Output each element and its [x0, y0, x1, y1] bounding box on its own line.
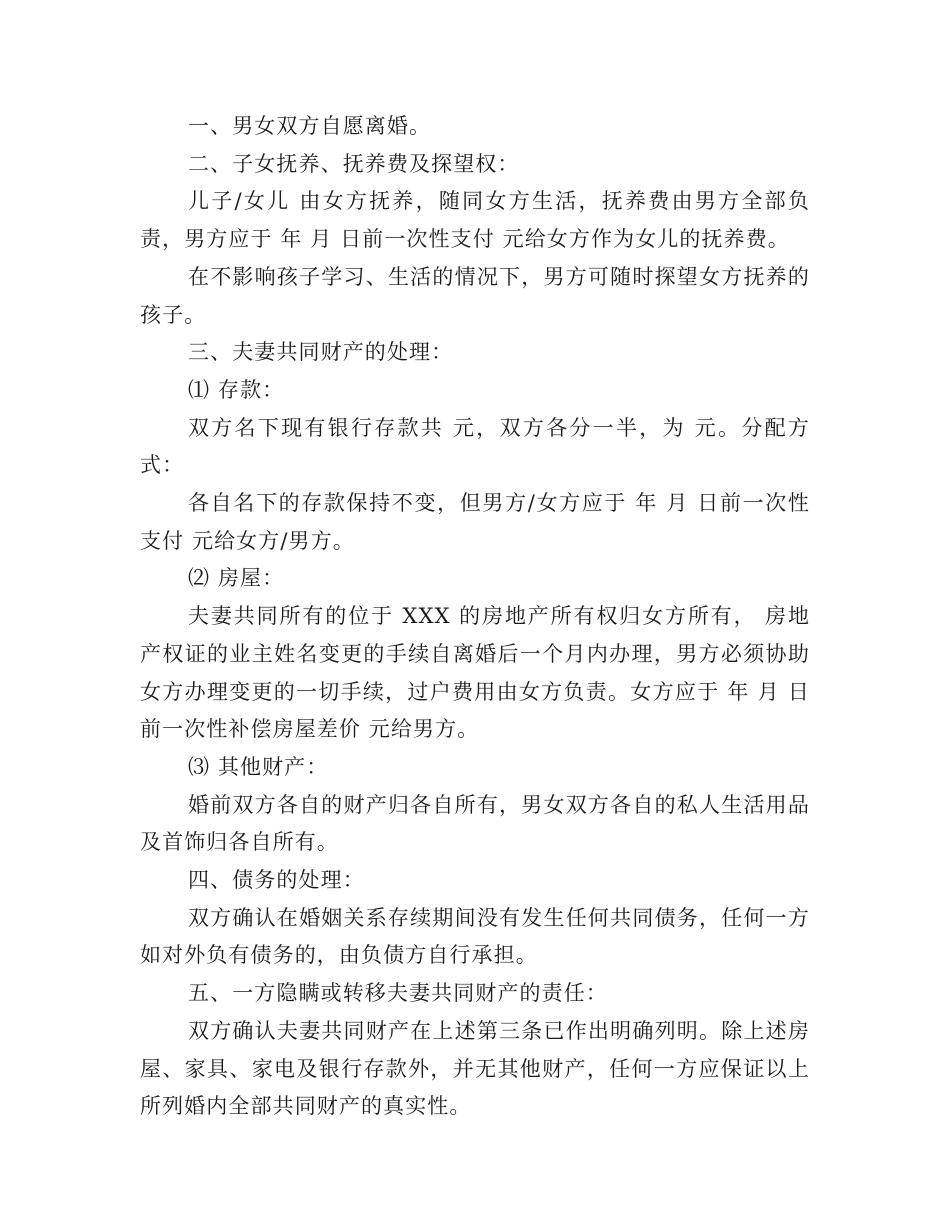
- other-property-subheading: ⑶ 其他财产：: [188, 754, 329, 779]
- property-disclosure-paragraph: 双方确认夫妻共同财产在上述第三条已作出明确列明。除上述房屋、家具、家电及银行存款外，并无其他财产，任何一方应保证以上所列婚内全部共同财产的真实性。: [140, 1018, 810, 1119]
- custody-paragraph: 儿子/女儿 由女方抚养，随同女方生活，抚养费由男方全部负责，男方应于 年 月 日前一次性支付 元给女方作为女儿的抚养费。: [140, 189, 810, 252]
- house-paragraph: 夫妻共同所有的位于 XXX 的房地产所有权归女方所有， 房地产权证的业主姓名变更的手续自离婚后一个月内办理，男方必须协助女方办理变更的一切手续，过户费用由女方负责。女方应于 年 月 日前一次性补偿房屋差价 元给男方。: [140, 604, 810, 742]
- document-body: [140, 108, 810, 1126]
- clause-5-heading: 五、一方隐瞒或转移夫妻共同财产的责任：: [188, 981, 608, 1006]
- clause-3-heading: 三、夫妻共同财产的处理：: [188, 340, 454, 365]
- visitation-paragraph: 在不影响孩子学习、生活的情况下，男方可随时探望女方抚养的孩子。: [140, 264, 810, 327]
- other-property-paragraph: 婚前双方各自的财产归各自所有，男女双方各自的私人生活用品及首饰归各自所有。: [140, 792, 810, 855]
- deposits-subheading: ⑴ 存款：: [188, 377, 285, 402]
- house-subheading: ⑵ 房屋：: [188, 566, 285, 591]
- clause-2-heading: 二、子女抚养、抚养费及探望权：: [188, 151, 520, 176]
- debts-paragraph: 双方确认在婚姻关系存续期间没有发生任何共同债务，任何一方如对外负有债务的，由负债方自行承担。: [140, 905, 810, 968]
- deposits-paragraph: 双方名下现有银行存款共 元，双方各分一半，为 元。分配方式：: [140, 415, 810, 478]
- clause-4-heading: 四、债务的处理：: [188, 868, 365, 893]
- deposits-payment-paragraph: 各自名下的存款保持不变，但男方/女方应于 年 月 日前一次性支付 元给女方/男方。: [140, 491, 810, 553]
- clause-1-heading: 一、男女双方自愿离婚。: [188, 114, 432, 138]
